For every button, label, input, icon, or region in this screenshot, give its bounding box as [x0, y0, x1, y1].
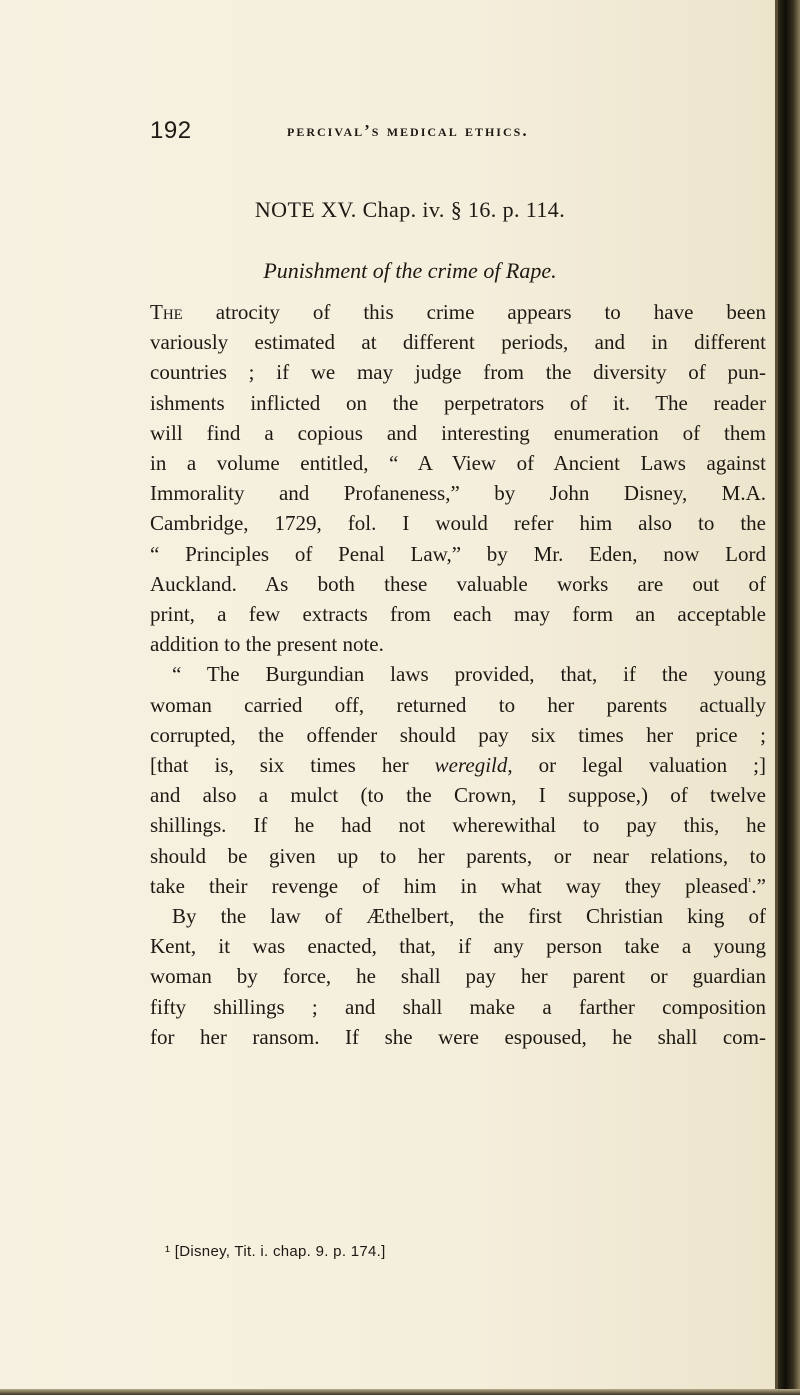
text-line-content: atrocity of this crime appears to have been — [182, 300, 766, 324]
text-line — [150, 297, 766, 327]
text-line: By the law of Æthelbert, the first Christian king of — [172, 904, 766, 929]
text-line — [150, 750, 766, 780]
text-line: ishments inflicted on the perpetrators of it. The reader — [150, 390, 766, 415]
note-subtitle: Punishment of the crime of Rape. — [263, 258, 557, 283]
running-head: percival’s medical ethics. — [287, 121, 529, 140]
italic-term: weregild — [434, 753, 508, 778]
text-line-content: .” — [751, 873, 766, 898]
text-line: Auckland. As both these valuable works are out of — [150, 571, 766, 596]
body-text — [150, 297, 766, 1052]
text-line: will find a copious and interesting enumeration of them — [150, 420, 766, 445]
footnote — [165, 1243, 386, 1260]
text-line: Kent, it was enacted, that, if any person take a young — [150, 934, 766, 959]
paragraph — [150, 659, 766, 901]
page-number: 192 — [150, 117, 192, 144]
bottom-page-edge — [0, 1389, 800, 1395]
text-line: should be given up to her parents, or near relations, to — [150, 843, 766, 868]
text-line-content: , or legal valuation ;] — [507, 753, 767, 778]
text-line: variously estimated at different periods, and in different — [150, 330, 766, 355]
footnote-text: [Disney, Tit. i. chap. 9. p. 174.] — [174, 1243, 386, 1260]
paragraph — [150, 297, 766, 659]
text-line: corrupted, the offender should pay six times her price ; — [150, 722, 766, 747]
text-line: “ Principles of Penal Law,” by Mr. Eden, now Lord — [150, 541, 766, 566]
text-line: countries ; if we may judge from the diversity of pun- — [150, 360, 766, 385]
text-line: in a volume entitled, “ A View of Ancient Laws against — [150, 451, 766, 476]
text-line — [150, 871, 766, 901]
text-line: woman by force, he shall pay her parent or guardian — [150, 964, 766, 989]
text-line-content: [that is, six times her — [150, 753, 435, 778]
text-line: print, a few extracts from each may form an acceptable — [150, 602, 766, 627]
text-line: shillings. If he had not wherewithal to pay this, he — [150, 813, 766, 838]
text-line-content: take their revenge of him in what way they pleased — [150, 873, 749, 898]
text-line: and also a mulct (to the Crown, I suppose,) of twelve — [150, 783, 766, 808]
footnote-reference: ¹ — [748, 875, 752, 888]
text-line: Immorality and Profaneness,” by John Disney, M.A. — [150, 481, 766, 506]
text-line: addition to the present note. — [150, 632, 384, 657]
text-line: fifty shillings ; and shall make a farther composition — [150, 994, 766, 1019]
note-heading: NOTE XV. Chap. iv. § 16. p. 114. — [254, 197, 566, 222]
text-line: Cambridge, 1729, fol. I would refer him also to the — [150, 511, 766, 536]
footnote-marker: ¹ — [165, 1243, 171, 1260]
text-line: for her ransom. If she were espoused, he shall com- — [150, 1024, 766, 1049]
page-header — [150, 117, 740, 147]
paragraph — [150, 901, 766, 1052]
text-line: woman carried off, returned to her parents actually — [150, 692, 766, 717]
text-line: “ The Burgundian laws provided, that, if the young — [172, 662, 766, 687]
lead-word: The — [150, 300, 183, 324]
